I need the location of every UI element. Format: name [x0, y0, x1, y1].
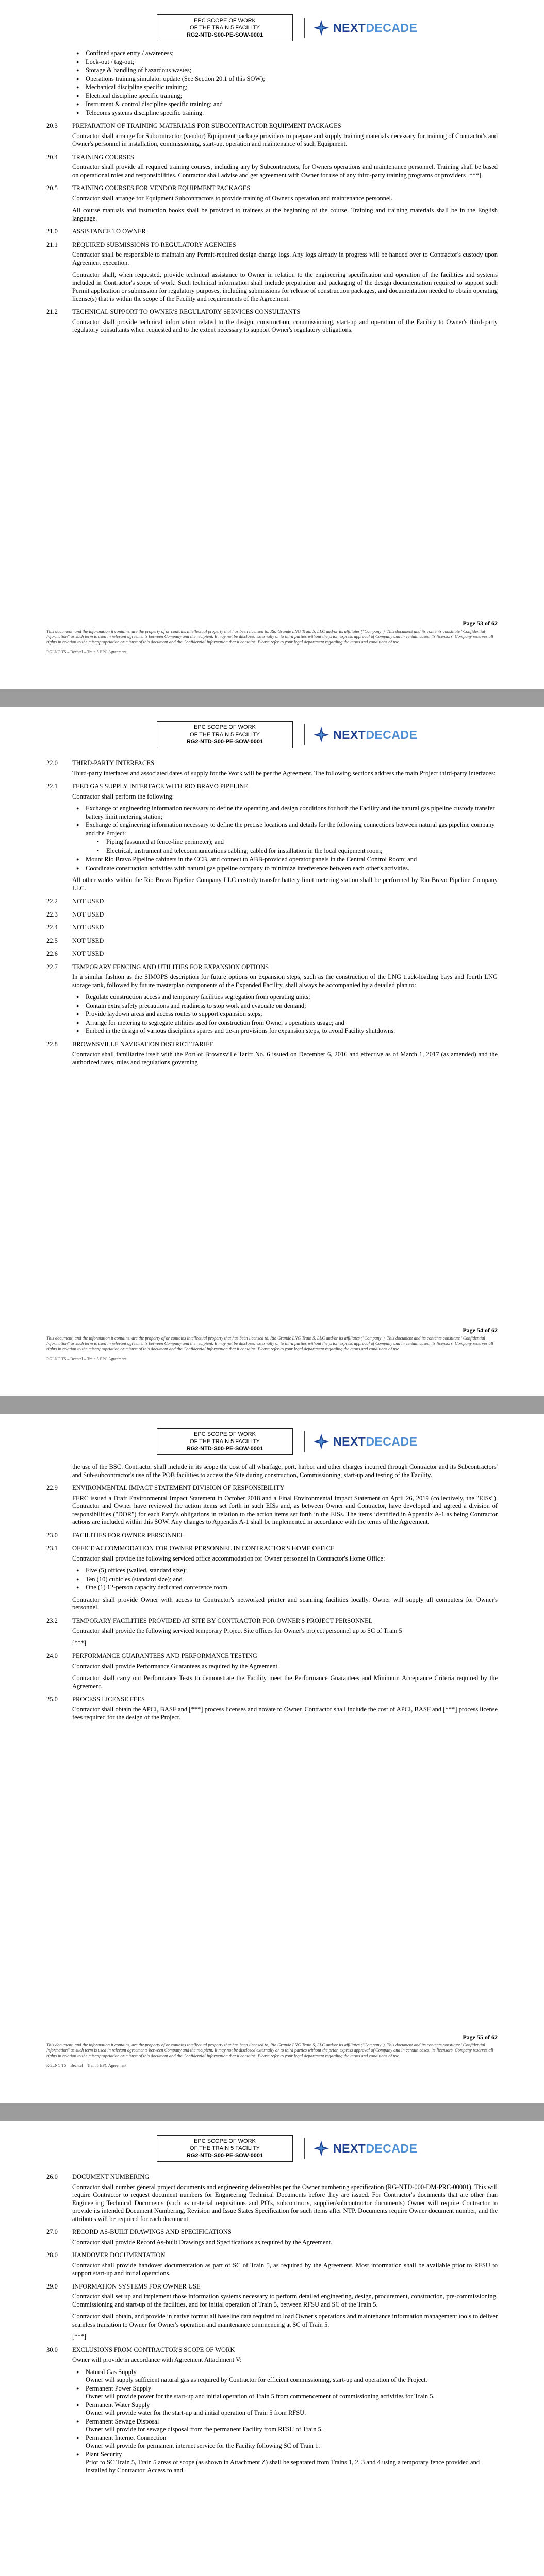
agreement-reference: RGLNG T5 – Bechtel – Train 5 EPC Agreement: [46, 1357, 127, 1361]
list-item: ● Embed in the design of various disciplines spares and tie-in provisions for expansion steps, to avoid Facility shutdowns.: [86, 1027, 498, 1036]
page-header: [46, 1428, 498, 1456]
redaction-mark: [***]: [72, 2333, 87, 2340]
section-paragraph: Contractor shall provide the following serviced temporary Project Site offices for Owner's project personnel up to SC of Train 5: [72, 1627, 402, 1634]
section-heading: 23.2 TEMPORARY FACILITIES PROVIDED AT SITE BY CONTRACTOR FOR OWNER'S PROJECT PERSONNEL: [46, 1617, 373, 1624]
section-heading: 23.1 OFFICE ACCOMMODATION FOR OWNER PERSONNEL IN CONTRACTOR'S HOME OFFICE: [46, 1545, 335, 1552]
nextdecade-logo: [304, 2138, 426, 2159]
exclusion-title: ● Permanent Power Supply: [86, 2384, 152, 2392]
logo-text-next: NEXT: [333, 727, 366, 741]
nextdecade-star-icon: [312, 19, 330, 37]
list-item: ● Exchange of engineering information necessary to define the precise locations and details for the following connections between natural gas pipeline company and the Project: ▪ Piping (assumed at fence-line perimeter); and ▪ Electrical, instrument and telecommunications cabling; cabled for installation in the local equipment room;: [86, 821, 498, 855]
section-heading: 20.4 TRAINING COURSES: [46, 153, 134, 161]
list-item: ▪ Piping (assumed at fence-line perimeter); and: [106, 838, 498, 846]
section-paragraph: Contractor shall arrange for Subcontractor (vendor) Equipment package providers to prepare and supply training materials necessary for training of Contractor's and Owner's personnel in installation, commissioning, start-up, operation and maintenance of such Equipment.: [72, 132, 498, 147]
section-paragraph: Contractor shall set up and implement those information systems necessary to perform detailed engineering, design, procurement, construction, pre-commissioning, Commissioning and start-up of the facilities, and for initial operation of Train 5, between RFSU and SC of the Train 5.: [72, 2293, 498, 2308]
section-heading: 22.1 FEED GAS SUPPLY INTERFACE WITH RIO BRAVO PIPELINE: [46, 783, 249, 790]
section-heading: 20.5 TRAINING COURSES FOR VENDOR EQUIPMENT PACKAGES: [46, 184, 251, 192]
confidentiality-disclaimer: This document, and the information it contains, are the property of or contains intellectual property that has been licensed to, Rio Grande LNG Train 5, LLC and/or its affiliates ("Company"). This document and its contents constitute "Confidential Information" as such term is used in relevant agreements between Company and the recipient. It may not be disclosed externally or to third parties without the prior, express approval of Company and in certain cases, its licensors. Company reserves all rights in relation to the misappropriation or misuse of this document and the Confidential Information that it contains. Please refer to your legal department regarding the terms and conditions of use.: [46, 628, 493, 645]
section-heading: 22.7 TEMPORARY FENCING AND UTILITIES FOR EXPANSION OPTIONS: [46, 963, 269, 971]
logo-text-decade: DECADE: [366, 2141, 418, 2155]
exclusion-title: ● Permanent Internet Connection: [86, 2434, 167, 2442]
list-item: ● Storage & handling of hazardous wastes;: [86, 66, 498, 75]
section-heading: 20.3 PREPARATION OF TRAINING MATERIALS FOR SUBCONTRACTOR EQUIPMENT PACKAGES: [46, 122, 341, 129]
header-doc-number: RG2-NTD-S00-PE-SOW-0001: [186, 739, 263, 745]
list-item: ● Mount Rio Bravo Pipeline cabinets in the CCB, and connect to ABB-provided operator panels in the Central Control Room; and: [86, 856, 498, 864]
list-item: ● Confined space entry / awareness;: [86, 49, 498, 58]
section-paragraph: Contractor shall number general project documents and engineering deliverables per the Owner numbering specification (RG-NTD-000-DM-PRC-00001). This will require Contractor to request document numbers for Engineering Technical Documents before they are issued. For Contractor's documents that are other than Engineering Technical Documents (such as material requisitions and PO's, subcontracts, supplier/subcontractor documents) Owner will require Contractor to provide its intended Document Numbering, Revision and Issue States Specification for such items after NTP. Documents require Owner document number, and the attributes will be required for each document.: [72, 2183, 498, 2223]
list-item: ● Lock-out / tag-out;: [86, 58, 498, 66]
exclusion-title: ● Natural Gas Supply: [86, 2368, 137, 2376]
logo-text-next: NEXT: [333, 21, 366, 35]
section-paragraph: Contractor shall familiarize itself with the Port of Brownsville Tariff No. 6 issued on December 6, 2016 and effective as of March 1, 2017 (as amended) and the authorized rates, rules and regulations governing: [72, 1050, 498, 1066]
nextdecade-logo: [304, 1431, 426, 1452]
section-paragraph: Contractor shall obtain, and provide in native format all baseline data required to load Owner's operations and maintenance information management tools to deliver seamless transition to Owner for Owner's operation and maintenance commencing at SC of Train 5.: [72, 2313, 498, 2328]
page-footer: [46, 621, 498, 655]
nextdecade-star-icon: [312, 1433, 330, 1450]
section-paragraph: FERC issued a Draft Environmental Impact Statement in October 2018 and a Final Environmental Impact Statement on April 26, 2019 (collectively, the "EISs"). Contractor and Owner have reviewed the action items set forth in such EISs and, as between Owner and Contractor, have developed and agreed a division of responsibilities ("DOR") for each Party's obligations in relation to the action items set forth in the EISs. The items identified in Appendix A-1 as being Contractor actions are included within this SOW. Any changes to Appendix A-1 shall be implemented in accordance with the terms of the Agreement.: [72, 1494, 498, 1526]
section-heading: 22.9 ENVIRONMENTAL IMPACT STATEMENT DIVISION OF RESPONSIBILITY: [46, 1484, 285, 1492]
list-item: ● Electrical discipline specific training;: [86, 92, 498, 100]
exclusion-title: ● Plant Security: [86, 2450, 122, 2458]
list-item: ● Regulate construction access and temporary facilities segregation from operating units;: [86, 993, 498, 1002]
header-line-1: EPC SCOPE OF WORK: [194, 724, 256, 731]
section-heading: 22.3 NOT USED: [46, 910, 104, 918]
redaction-mark: [***]: [72, 1639, 87, 1647]
exclusion-item: [86, 2418, 498, 2434]
section-paragraph: Contractor shall arrange for Equipment Subcontractors to provide training of Owner's operation and maintenance personnel.: [72, 194, 393, 202]
section-heading: 25.0 PROCESS LICENSE FEES: [46, 1696, 145, 1703]
section-paragraph: Contractor shall provide all required training courses, including any by Subcontractors, for Owners operations and maintenance personnel. Training shall be based on operational roles and responsibilities. Contractor shall advise and get agreement with Owner for use of any third-party training programs or providers [***].: [72, 163, 498, 179]
page-header: [46, 721, 498, 749]
agreement-reference: RGLNG T5 – Bechtel – Train 5 EPC Agreement: [46, 650, 127, 654]
section-paragraph: Contractor shall, when requested, provide technical assistance to Owner in relation to the engineering specification and operation of the facilities and systems included in Contractor's scope of work. Such technical information shall include preparation and packaging of the design documentation required to support such Permit application or submission for regulatory purposes, including submissions for release of construction packages, and documentation needed to obtain operating license(s) that is within the scope of the Facility and requirements of the Agreement.: [72, 271, 498, 302]
header-line-1: EPC SCOPE OF WORK: [194, 18, 256, 24]
section-paragraph: the use of the BSC. Contractor shall include in its scope the cost of all wharfage, port, harbor and other charges incurred through Contractor and its Subcontractors' and Sub-subcontractor's use of the POB facilities to access the Site during construction, Commissioning, start-up and testing of the Facility.: [72, 1463, 498, 1479]
page-header: [46, 2135, 498, 2163]
section-paragraph: Contractor shall carry out Performance Tests to demonstrate the Facility meet the Performance Guarantees and Minimum Acceptance Criteria required by the Agreement.: [72, 1674, 498, 1690]
section-heading: 22.4 NOT USED: [46, 924, 104, 931]
section-heading: 21.1 REQUIRED SUBMISSIONS TO REGULATORY AGENCIES: [46, 241, 236, 248]
section-heading: 23.0 FACILITIES FOR OWNER PERSONNEL: [46, 1531, 185, 1539]
exclusion-item: [86, 2401, 498, 2417]
list-item: ● Operations training simulator update (See Section 20.1 of this SOW);: [86, 75, 498, 83]
page-55: [0, 1414, 544, 2103]
exclusion-description: Owner will provide for permanent internet service for the Facility following SC of Train 1.: [86, 2442, 320, 2449]
page-content: [46, 2168, 498, 2479]
page-header: [46, 14, 498, 42]
exclusions-list: [72, 2368, 498, 2475]
header-line-2: OF THE TRAIN 5 FACILITY: [190, 1438, 260, 1445]
page-footer: [46, 1328, 498, 1362]
exclusion-item: [86, 2451, 498, 2475]
section-paragraph: All other works within the Rio Bravo Pipeline Company LLC custody transfer battery limit metering station shall be performed by Rio Bravo Pipeline Company LLC.: [72, 876, 498, 892]
header-line-2: OF THE TRAIN 5 FACILITY: [190, 25, 260, 31]
header-line-1: EPC SCOPE OF WORK: [194, 2138, 256, 2144]
logo-text-next: NEXT: [333, 1434, 366, 1448]
list-item: ● Mechanical discipline specific training;: [86, 83, 498, 92]
list-item: ▪ Electrical, instrument and telecommunications cabling; cabled for installation in the local equipment room;: [106, 847, 498, 855]
exclusion-item: [86, 2434, 498, 2450]
section-paragraph: Contractor shall provide the following serviced office accommodation for Owner personnel in Contractor's Home Office:: [72, 1554, 385, 1562]
section-heading: 24.0 PERFORMANCE GUARANTEES AND PERFORMANCE TESTING: [46, 1652, 257, 1659]
section-heading: 21.0 ASSISTANCE TO OWNER: [46, 228, 146, 235]
section-paragraph: Third-party interfaces and associated dates of supply for the Work will be per the Agreement. The following sections address the main Project third-party interfaces:: [72, 769, 496, 777]
header-doc-number: RG2-NTD-S00-PE-SOW-0001: [186, 1446, 263, 1452]
exclusion-description: Owner will provide for sewage disposal from the permanent Facility from RFSU of Train 5.: [86, 2426, 323, 2433]
header-line-2: OF THE TRAIN 5 FACILITY: [190, 2145, 260, 2151]
document-title-box: [157, 721, 293, 748]
page-54: [0, 707, 544, 1396]
section-paragraph: In a similar fashion as the SIMOPS description for future options on expansion steps, such as the construction of the LNG truck-loading bays and fourth LNG storage tank, followed by future masterplan components of the Expanded Facility, shall always be accompanied by a detailed plan to:: [72, 973, 498, 989]
section-heading: 22.5 NOT USED: [46, 937, 104, 944]
page-content: [46, 1461, 498, 1726]
page-number: Page 55 of 62: [463, 2033, 498, 2041]
section-heading: 21.2 TECHNICAL SUPPORT TO OWNER'S REGULATORY SERVICES CONSULTANTS: [46, 308, 301, 315]
section-paragraph: Contractor shall provide technical information related to the design, construction, commissioning, start-up and operation of the Facility to Owner's third-party regulatory consultants when requested and to the extent necessary to support Owner's regulatory obligations.: [72, 318, 498, 333]
list-item: ● Provide laydown areas and access routes to support expansion steps;: [86, 1010, 498, 1019]
section-paragraph: Owner will provide in accordance with Agreement Attachment V:: [72, 2356, 242, 2363]
document-title-box: [157, 14, 293, 41]
nextdecade-star-icon: [312, 2140, 330, 2157]
office-list: [72, 1567, 498, 1592]
list-item: ● Arrange for metering to segregate utilities used for construction from Owner's operations usage; and: [86, 1019, 498, 1027]
logo-text-decade: DECADE: [366, 1434, 418, 1448]
header-line-2: OF THE TRAIN 5 FACILITY: [190, 732, 260, 738]
logo-text-next: NEXT: [333, 2141, 366, 2155]
list-item: ● Ten (10) cubicles (standard size); and: [86, 1575, 498, 1584]
page-number: Page 53 of 62: [463, 620, 498, 627]
list-item: ● Coordinate construction activities with natural gas pipeline company to minimize interference between each other's activities.: [86, 865, 498, 873]
header-doc-number: RG2-NTD-S00-PE-SOW-0001: [186, 32, 263, 38]
logo-text-decade: DECADE: [366, 727, 418, 741]
list-item: ● Contain extra safety precautions and readiness to stop work and evacuate on demand;: [86, 1002, 498, 1010]
list-item: ● One (1) 12-person capacity dedicated conference room.: [86, 1584, 498, 1592]
section-heading: 27.0 RECORD AS-BUILT DRAWINGS AND SPECIFICATIONS: [46, 2228, 232, 2235]
nextdecade-star-icon: [312, 726, 330, 743]
list-item: ● Five (5) offices (walled, standard size);: [86, 1567, 498, 1575]
section-paragraph: All course manuals and instruction books shall be provided to trainees at the beginning of the course. Training and training materials shall be in the English language.: [72, 207, 498, 222]
logo-text-decade: DECADE: [366, 21, 418, 35]
section-paragraph: Contractor shall provide Owner with access to Contractor's networked printer and scanning facilities locally. Owner will supply all computers for Owner's personnel.: [72, 1596, 498, 1611]
page-content: [46, 47, 498, 338]
page-content: [46, 754, 498, 1071]
exclusion-description: Owner will supply sufficient natural gas as required by Contractor for efficient commissioning, start-up and operation of the Project.: [86, 2376, 427, 2383]
confidentiality-disclaimer: This document, and the information it contains, are the property of or contains intellectual property that has been licensed to, Rio Grande LNG Train 5, LLC and/or its affiliates ("Company"). This document and its contents constitute "Confidential Information" as such term is used in relevant agreements between Company and the recipient. It may not be disclosed externally or to third parties without the prior, express approval of Company and in certain cases, its licensors. Company reserves all rights in relation to the misappropriation or misuse of this document and the Confidential Information that it contains. Please refer to your legal department regarding the terms and conditions of use.: [46, 2042, 493, 2058]
nextdecade-logo: [304, 18, 426, 38]
list-item: ● Telecoms systems discipline specific training.: [86, 109, 498, 117]
interface-list: [72, 805, 498, 872]
section-paragraph: Contractor shall provide handover documentation as part of SC of Train 5, as required by the Agreement. Most information shall be available prior to RFSU to support start-up and initial operations.: [72, 2261, 498, 2277]
section-heading: 22.0 THIRD-PARTY INTERFACES: [46, 759, 154, 767]
section-heading: 26.0 DOCUMENT NUMBERING: [46, 2173, 150, 2180]
document-title-box: [157, 1428, 293, 1455]
page-footer: [46, 2035, 498, 2069]
section-heading: 30.0 EXCLUSIONS FROM CONTRACTOR'S SCOPE OF WORK: [46, 2346, 235, 2353]
section-paragraph: Contractor shall provide Performance Guarantees as required by the Agreement.: [72, 1662, 279, 1670]
sub-list: [86, 838, 498, 855]
exclusion-description: Owner will provide water for the start-up and initial operation of Train 5 from RFSU.: [86, 2409, 306, 2416]
agreement-reference: RGLNG T5 – Bechtel – Train 5 EPC Agreement: [46, 2063, 127, 2068]
page-56: [0, 2121, 544, 2576]
exclusion-description: Owner will provide power for the start-up and initial operation of Train 5 from commencement of commissioning activities for Train 5.: [86, 2393, 435, 2400]
exclusion-title: ● Permanent Sewage Disposal: [86, 2417, 159, 2425]
section-heading: 28.0 HANDOVER DOCUMENTATION: [46, 2251, 166, 2259]
section-paragraph: Contractor shall provide Record As-built Drawings and Specifications as required by the Agreement.: [72, 2238, 333, 2246]
page-number: Page 54 of 62: [463, 1327, 498, 1334]
exclusion-item: [86, 2385, 498, 2401]
section-heading: 22.2 NOT USED: [46, 897, 104, 905]
header-line-1: EPC SCOPE OF WORK: [194, 1431, 256, 1437]
exclusion-title: ● Permanent Water Supply: [86, 2401, 150, 2409]
section-paragraph: Contractor shall be responsible to maintain any Permit-required design change logs. Any logs already in progress will be handed over to Contractor's custody upon Agreement execution.: [72, 251, 498, 266]
page-53: [0, 0, 544, 689]
section-heading: 29.0 INFORMATION SYSTEMS FOR OWNER USE: [46, 2282, 201, 2290]
exclusion-item: [86, 2368, 498, 2384]
list-item: ● Instrument & control discipline specific training; and: [86, 100, 498, 109]
header-doc-number: RG2-NTD-S00-PE-SOW-0001: [186, 2153, 263, 2159]
nextdecade-logo: [304, 724, 426, 745]
document-title-box: [157, 2135, 293, 2162]
exclusion-description: Prior to SC Train 5, Train 5 areas of scope (as shown in Attachment Z) shall be separated from Trains 1, 2, 3 and 4 using a temporary fence provided and installed by Contractor. Access to and: [86, 2459, 480, 2474]
list-item: ● Exchange of engineering information necessary to define the operating and design conditions for both the Facility and the natural gas pipeline custody transfer battery limit metering station;: [86, 805, 498, 821]
confidentiality-disclaimer: This document, and the information it contains, are the property of or contains intellectual property that has been licensed to, Rio Grande LNG Train 5, LLC and/or its affiliates ("Company"). This document and its contents constitute "Confidential Information" as such term is used in relevant agreements between Company and the recipient. It may not be disclosed externally or to third parties without the prior, express approval of Company and in certain cases, its licensors. Company reserves all rights in relation to the misappropriation or misuse of this document and the Confidential Information that it contains. Please refer to your legal department regarding the terms and conditions of use.: [46, 1335, 493, 1351]
section-heading: 22.8 BROWNSVILLE NAVIGATION DISTRICT TARIFF: [46, 1040, 213, 1048]
training-topic-list: [72, 49, 498, 117]
section-heading: 22.6 NOT USED: [46, 950, 104, 957]
expansion-plan-list: [72, 993, 498, 1036]
section-paragraph: Contractor shall obtain the APCI, BASF and [***] process licenses and novate to Owner. Contractor shall include the cost of APCI, BASF and [***] process license fees required for the design of the Project.: [72, 1705, 498, 1721]
section-paragraph: Contractor shall perform the following:: [72, 792, 174, 800]
